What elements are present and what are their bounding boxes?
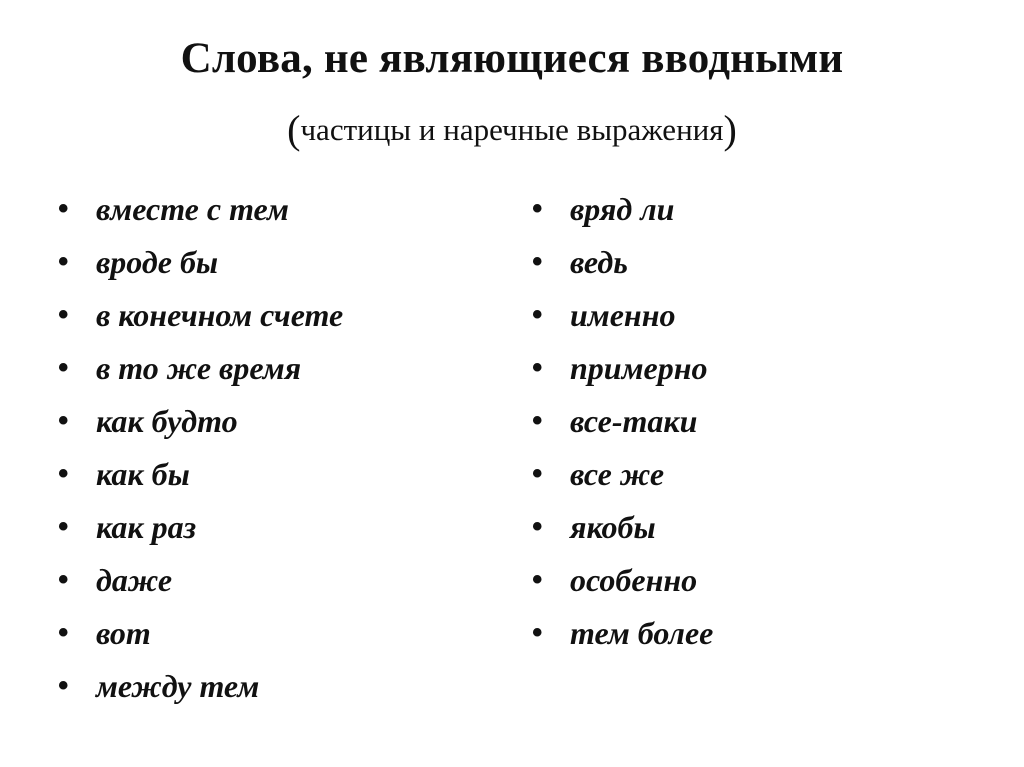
left-word-list <box>58 182 343 712</box>
bullet-icon: • <box>532 456 543 490</box>
list-item-text: между тем <box>96 667 260 704</box>
list-item-text: вот <box>96 614 151 651</box>
bullet-icon: • <box>58 244 69 278</box>
bullet-icon: • <box>532 297 543 331</box>
list-item-text: вряд ли <box>570 190 675 227</box>
list-item <box>532 447 713 500</box>
bullet-icon: • <box>58 615 69 649</box>
list-item <box>532 394 713 447</box>
list-item <box>532 606 713 659</box>
list-item <box>58 182 343 235</box>
list-item <box>58 341 343 394</box>
list-item <box>532 288 713 341</box>
bullet-icon: • <box>58 668 69 702</box>
bullet-icon: • <box>58 297 69 331</box>
list-item <box>58 659 343 712</box>
list-item-text: тем более <box>570 614 714 651</box>
slide-subtitle <box>0 106 1024 154</box>
bullet-icon: • <box>532 191 543 225</box>
list-item <box>532 235 713 288</box>
list-item-text: ведь <box>570 243 628 280</box>
list-item-text: в конечном счете <box>96 296 344 333</box>
list-item-text: даже <box>96 561 173 598</box>
list-item-text: якобы <box>570 508 656 545</box>
list-item <box>58 500 343 553</box>
bullet-icon: • <box>58 191 69 225</box>
bullet-icon: • <box>58 562 69 596</box>
list-item-text: примерно <box>570 349 708 386</box>
list-item-text: особенно <box>570 561 698 598</box>
bullet-icon: • <box>58 509 69 543</box>
bullet-icon: • <box>532 350 543 384</box>
list-item <box>532 341 713 394</box>
bullet-icon: • <box>58 403 69 437</box>
list-item <box>58 606 343 659</box>
bullet-icon: • <box>58 350 69 384</box>
bullet-icon: • <box>532 509 543 543</box>
list-item <box>532 553 713 606</box>
bullet-icon: • <box>58 456 69 490</box>
list-item <box>532 500 713 553</box>
list-item <box>58 447 343 500</box>
list-item-text: как раз <box>96 508 197 545</box>
list-item-text: в то же время <box>96 349 302 386</box>
subtitle-close-paren: ) <box>723 107 737 152</box>
list-item-text: как будто <box>96 402 238 439</box>
list-item-text: все же <box>570 455 665 492</box>
list-item-text: именно <box>570 296 676 333</box>
bullet-icon: • <box>532 244 543 278</box>
list-item <box>58 288 343 341</box>
bullet-icon: • <box>532 615 543 649</box>
bullet-icon: • <box>532 403 543 437</box>
subtitle-open-paren: ( <box>287 107 301 152</box>
list-item-text: как бы <box>96 455 190 492</box>
slide-title: Слова, не являющиеся вводными <box>180 35 844 82</box>
bullet-icon: • <box>532 562 543 596</box>
list-item-text: вроде бы <box>96 243 219 280</box>
list-item <box>58 553 343 606</box>
subtitle-text: частицы и наречные выражения <box>300 112 724 147</box>
list-item <box>58 394 343 447</box>
list-item <box>532 182 713 235</box>
list-item-text: вместе с тем <box>96 190 289 227</box>
list-item-text: все-таки <box>570 402 698 439</box>
list-item <box>58 235 343 288</box>
right-word-list <box>532 182 713 659</box>
